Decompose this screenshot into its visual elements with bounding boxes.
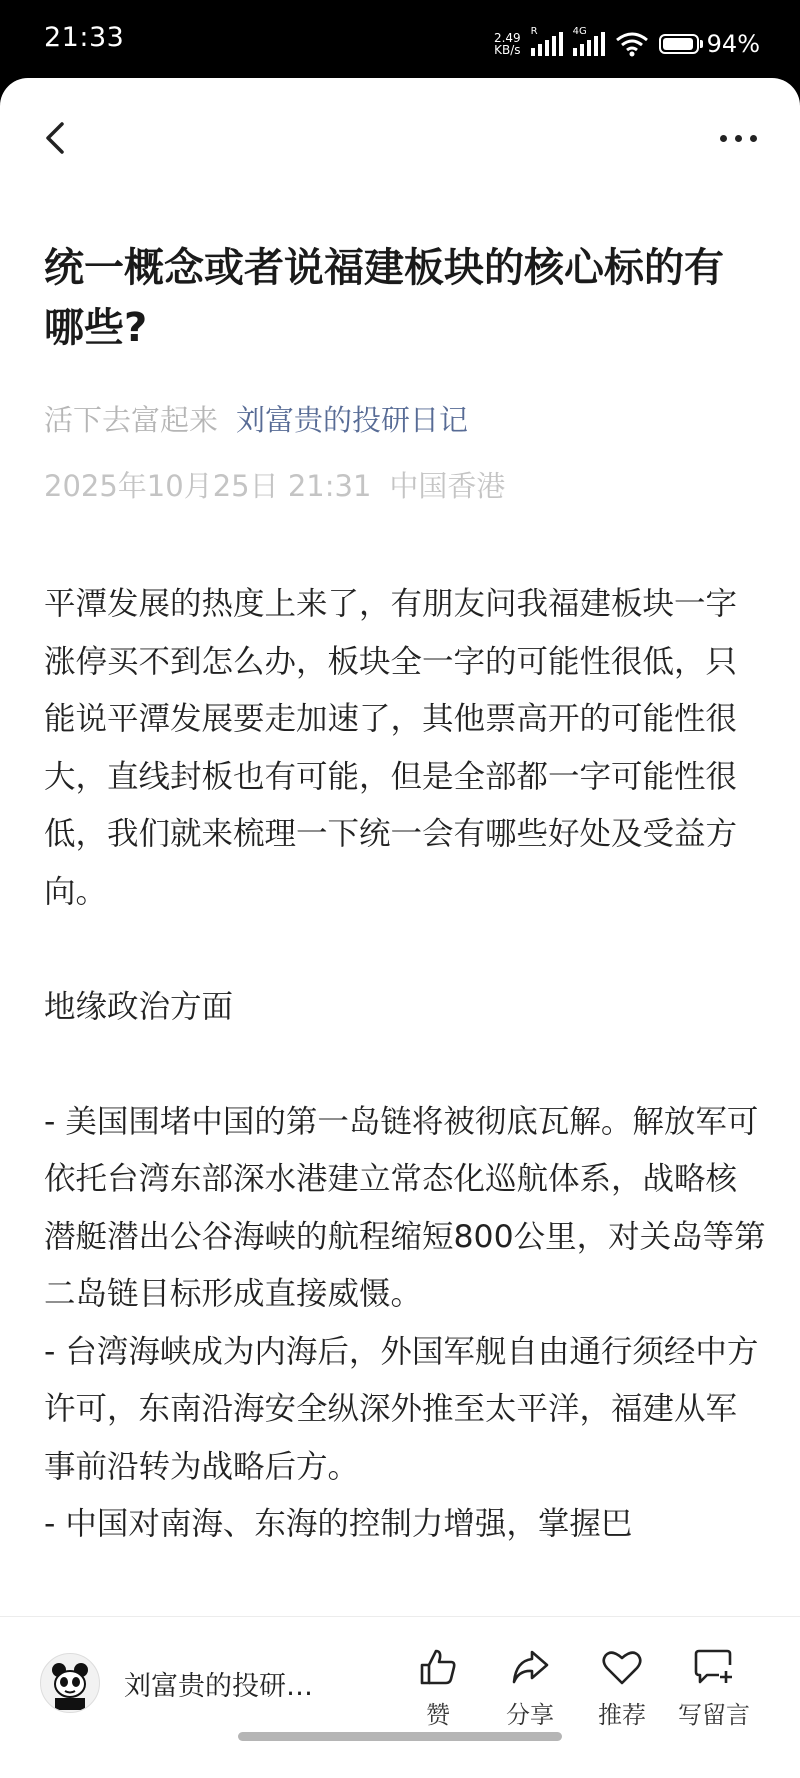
status-time: 21:33 [44,22,125,53]
like-label: 赞 [426,1701,450,1729]
share-label: 分享 [506,1701,554,1729]
avatar [40,1653,100,1713]
body-paragraph: 平潭发展的热度上来了，有朋友问我福建板块一字涨停买不到怎么办，板块全一字的可能性很低，只能说平潭发展要走加速了，其他票高开的可能性很大，直线封板也有可能，但是全部都一字可能性很低，我们就来梳理一下统一会有哪些好处及受益方向。 [44,586,738,910]
sim2-tag: 4G [572,26,587,37]
sim1-tag: R [530,26,538,37]
like-button[interactable] [398,1647,478,1730]
article-meta [44,464,505,505]
author-tagline: 活下去富起来 [44,403,219,437]
back-button[interactable] [36,114,76,162]
article-page [0,78,800,1778]
article-body [44,576,766,1554]
battery-icon [659,34,699,54]
signal-sim1-icon [530,26,563,56]
recommend-button[interactable] [582,1647,662,1730]
account-name-link[interactable]: 刘富贵的投研日记 [236,403,469,437]
comment-label: 写留言 [678,1701,750,1729]
comment-add-icon [693,1647,735,1687]
author-name: 刘富贵的投研… [124,1670,313,1702]
signal-sim2-icon [572,26,605,56]
heart-icon [601,1647,643,1687]
publish-datetime: 2025年10月25日 21:31 [44,469,372,503]
network-speed [494,32,521,56]
more-dots-icon [720,135,727,142]
thumbs-up-icon [418,1647,458,1687]
body-paragraph: - 台湾海峡成为内海后，外国军舰自由通行须经中方许可，东南沿海安全纵深外推至太平洋，福建从军事前沿转为战略后方。 [44,1333,759,1485]
publish-location: 中国香港 [389,469,506,503]
author-profile-link[interactable] [40,1653,313,1713]
wifi-icon [615,31,649,57]
more-button[interactable] [720,130,764,146]
network-speed-value: 2.49 [493,31,521,45]
bottom-action-bar [0,1616,800,1778]
network-speed-unit: KB/s [494,43,521,57]
battery-percent: 94% [706,30,760,58]
panda-avatar-icon [41,1654,99,1712]
article-source [44,398,468,439]
recommend-label: 推荐 [598,1701,646,1729]
home-indicator[interactable] [238,1732,562,1741]
article-title: 统一概念或者说福建板块的核心标的有哪些? [44,245,724,351]
status-bar [0,0,800,80]
chevron-left-icon [36,114,76,162]
status-icons [494,24,760,64]
comment-button[interactable] [674,1647,754,1730]
share-icon [510,1647,550,1687]
battery [659,30,760,58]
body-paragraph: - 美国围堵中国的第一岛链将被彻底瓦解。解放军可依托台湾东部深水港建立常态化巡航体系，战略核潜艇潜出公谷海峡的航程缩短800公里，对关岛等第二岛链目标形成直接威慑。 [44,1103,766,1312]
section-heading: 地缘政治方面 [44,988,234,1025]
body-paragraph: - 中国对南海、东海的控制力增强，掌握巴 [44,1506,633,1542]
share-button[interactable] [490,1647,570,1730]
